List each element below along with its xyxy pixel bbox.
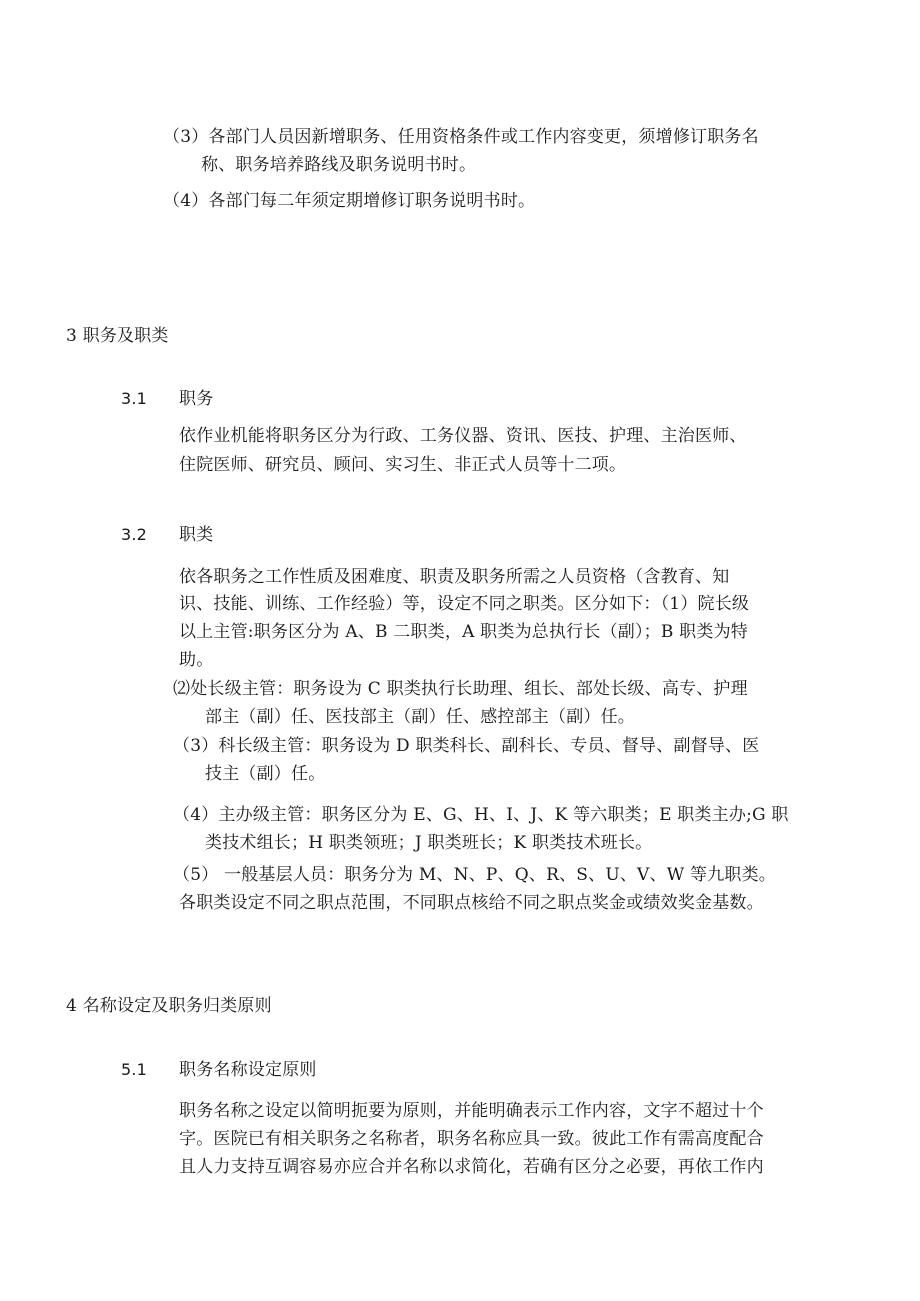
paragraph-line: 字。医院已有相关职务之名称者，职务名称应具一致。彼此工作有需高度配合 [179, 1129, 764, 1149]
paragraph-line: 以上主管:职务区分为 A、B 二职类，A 职类为总执行长（副）；B 职类为特 [179, 622, 748, 642]
list-item-2-line-2: 部主（副）任、医技部主（副）任、感控部主（副）任。 [205, 707, 635, 727]
list-item-3-line-2: 技主（副）任。 [205, 764, 326, 784]
subsection-3-2-number: 3.2 [121, 525, 148, 544]
item-4: （4）各部门每二年须定期增修订职务说明书时。 [163, 191, 536, 211]
section-3-heading: 3 职务及职类 [66, 326, 169, 346]
subsection-5-1-number: 5.1 [121, 1060, 148, 1079]
list-item-4-line-2: 类技术组长；H 职类领班；J 职类班长；K 职类技术班长。 [205, 833, 653, 853]
subsection-3-1-number: 3.1 [121, 389, 148, 408]
paragraph-line: 依作业机能将职务区分为行政、工务仪器、资讯、医技、护理、主治医师、 [179, 426, 747, 446]
subsection-3-1-title: 职务 [179, 389, 214, 409]
paragraph-line: 识、技能、训练、工作经验）等，设定不同之职类。区分如下：（1）院长级 [179, 594, 750, 614]
closing-sentence: 各职类设定不同之职点范围，不同职点核给不同之职点奖金或绩效奖金基数。 [179, 893, 764, 913]
list-item-2-line-1: ⑵处长级主管：职务设为 C 职类执行长助理、组长、部处长级、高专、护理 [173, 679, 748, 699]
subsection-5-1-title: 职务名称设定原则 [179, 1060, 317, 1080]
item-3-line-2: 称、职务培养路线及职务说明书时。 [201, 155, 477, 175]
paragraph-line: 住院医师、研究员、顾问、实习生、非正式人员等十二项。 [179, 455, 627, 475]
paragraph-line: 依各职务之工作性质及困难度、职责及职务所需之人员资格（含教育、知 [179, 567, 730, 587]
paragraph-line: 助。 [179, 650, 214, 670]
subsection-3-2-title: 职类 [179, 525, 214, 545]
paragraph-line: 职务名称之设定以简明扼要为原则，并能明确表示工作内容，文字不超过十个 [179, 1101, 764, 1121]
item-3-line-1: （3）各部门人员因新增职务、任用资格条件或工作内容变更，须增修订职务名 [163, 127, 759, 147]
paragraph-line: 且人力支持互调容易亦应合并名称以求简化，若确有区分之必要，再依工作内 [179, 1157, 764, 1177]
list-item-3-line-1: （3）科长级主管：职务设为 D 职类科长、副科长、专员、督导、副督导、医 [173, 736, 760, 756]
list-item-4-line-1: （4）主办级主管：职务区分为 E、G、H、I、J、K 等六职类；E 职类主办;G 职 [173, 805, 789, 825]
list-item-5: （5） 一般基层人员：职务分为 M、N、P、Q、R、S、U、V、W 等九职类。 [173, 865, 777, 885]
section-4-heading: 4 名称设定及职务归类原则 [66, 996, 272, 1016]
